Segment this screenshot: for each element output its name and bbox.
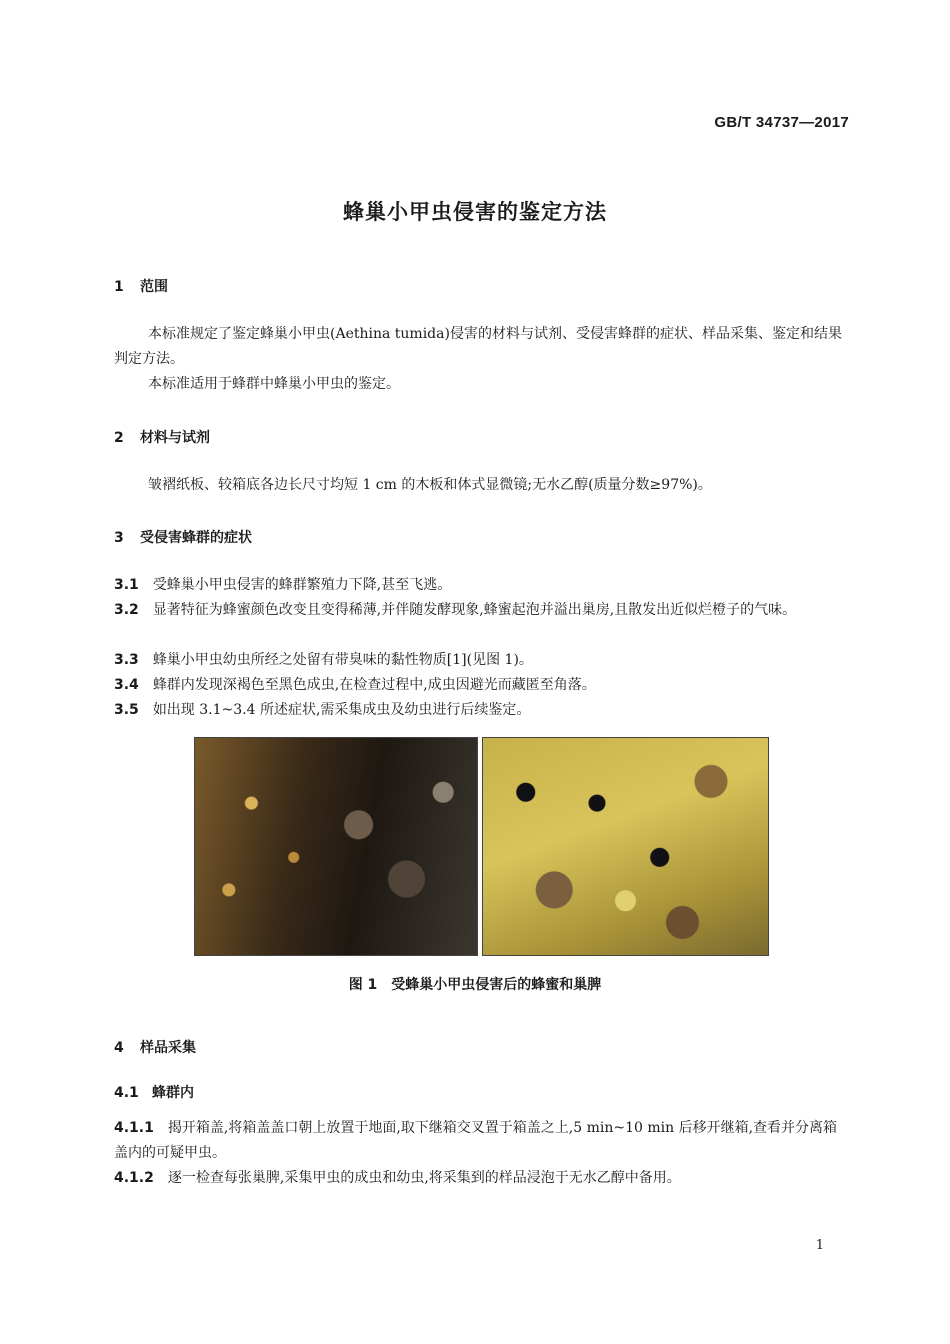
clause-3-5-number: 3.5 — [114, 702, 139, 718]
section-3-heading — [114, 527, 252, 547]
clause-3-2 — [114, 598, 850, 623]
clause-3-1-number: 3.1 — [114, 577, 139, 593]
clause-4-1-2-number: 4.1.2 — [114, 1170, 154, 1186]
clause-4-1-2 — [114, 1166, 850, 1191]
honeycomb-damage-photo — [194, 737, 478, 956]
section-2-paragraph-1: 皱褶纸板、较箱底各边长尺寸均短 1 cm 的木板和体式显微镜;无水乙醇(质量分数≥97%)。 — [148, 477, 712, 493]
section-1-heading — [114, 276, 168, 296]
clause-3-4 — [114, 673, 850, 698]
clause-3-4-text: 蜂群内发现深褐色至黑色成虫,在检查过程中,成虫因避光而藏匿至角落。 — [152, 677, 596, 693]
clause-3-3-number: 3.3 — [114, 652, 139, 668]
subsection-4-1-number: 4.1 — [114, 1085, 139, 1101]
section-2-heading — [114, 427, 210, 447]
section-1-number: 1 — [114, 279, 124, 295]
clause-4-1-1-number: 4.1.1 — [114, 1120, 154, 1136]
clause-3-1 — [114, 573, 850, 598]
clause-4-1-2-text: 逐一检查每张巢脾,采集甲虫的成虫和幼虫,将采集到的样品浸泡于无水乙醇中备用。 — [167, 1170, 681, 1186]
subsection-4-1-heading — [114, 1082, 194, 1102]
section-3-number: 3 — [114, 530, 124, 546]
clause-4-1-1 — [114, 1116, 850, 1166]
clause-3-5-text: 如出现 3.1~3.4 所述症状,需采集成虫及幼虫进行后续鉴定。 — [152, 702, 531, 718]
clause-3-2-number: 3.2 — [114, 602, 139, 618]
clause-3-4-number: 3.4 — [114, 677, 139, 693]
section-4-number: 4 — [114, 1040, 124, 1056]
clause-3-1-text: 受蜂巢小甲虫侵害的蜂群繁殖力下降,甚至飞逃。 — [152, 577, 452, 593]
standard-code: GB/T 34737—2017 — [714, 114, 849, 131]
clause-3-5 — [114, 698, 850, 723]
section-3-title: 受侵害蜂群的症状 — [140, 530, 252, 546]
figure-1-caption: 图 1 受蜂巢小甲虫侵害后的蜂蜜和巢脾 — [348, 977, 602, 993]
section-1-title: 范围 — [140, 279, 168, 295]
subsection-4-1-title: 蜂群内 — [152, 1085, 194, 1101]
page-number: 1 — [815, 1238, 824, 1253]
section-2-title: 材料与试剂 — [140, 430, 210, 446]
section-2-number: 2 — [114, 430, 124, 446]
section-4-title: 样品采集 — [140, 1040, 196, 1056]
section-4-heading — [114, 1037, 196, 1057]
clause-3-3 — [114, 648, 850, 673]
clause-4-1-1-text: 揭开箱盖,将箱盖盖口朝上放置于地面,取下继箱交叉置于箱盖之上,5 min~10 min 后移开继箱,查看并分离箱盖内的可疑甲虫。 — [114, 1120, 838, 1161]
clause-3-2-text: 显著特征为蜂蜜颜色改变且变得稀薄,并伴随发酵现象,蜂蜜起泡并溢出巢房,且散发出近似烂橙子的气味。 — [152, 602, 797, 618]
document-title: 蜂巢小甲虫侵害的鉴定方法 — [343, 200, 607, 224]
section-1-paragraph-1: 本标准规定了鉴定蜂巢小甲虫(Aethina tumida)侵害的材料与试剂、受侵害蜂群的症状、样品采集、鉴定和结果判定方法。 — [114, 326, 842, 367]
clause-3-3-text: 蜂巢小甲虫幼虫所经之处留有带臭味的黏性物质[1](见图 1)。 — [152, 652, 533, 668]
section-1-paragraph-2: 本标准适用于蜂群中蜂巢小甲虫的鉴定。 — [148, 376, 400, 392]
bees-and-beetles-photo — [482, 737, 769, 956]
